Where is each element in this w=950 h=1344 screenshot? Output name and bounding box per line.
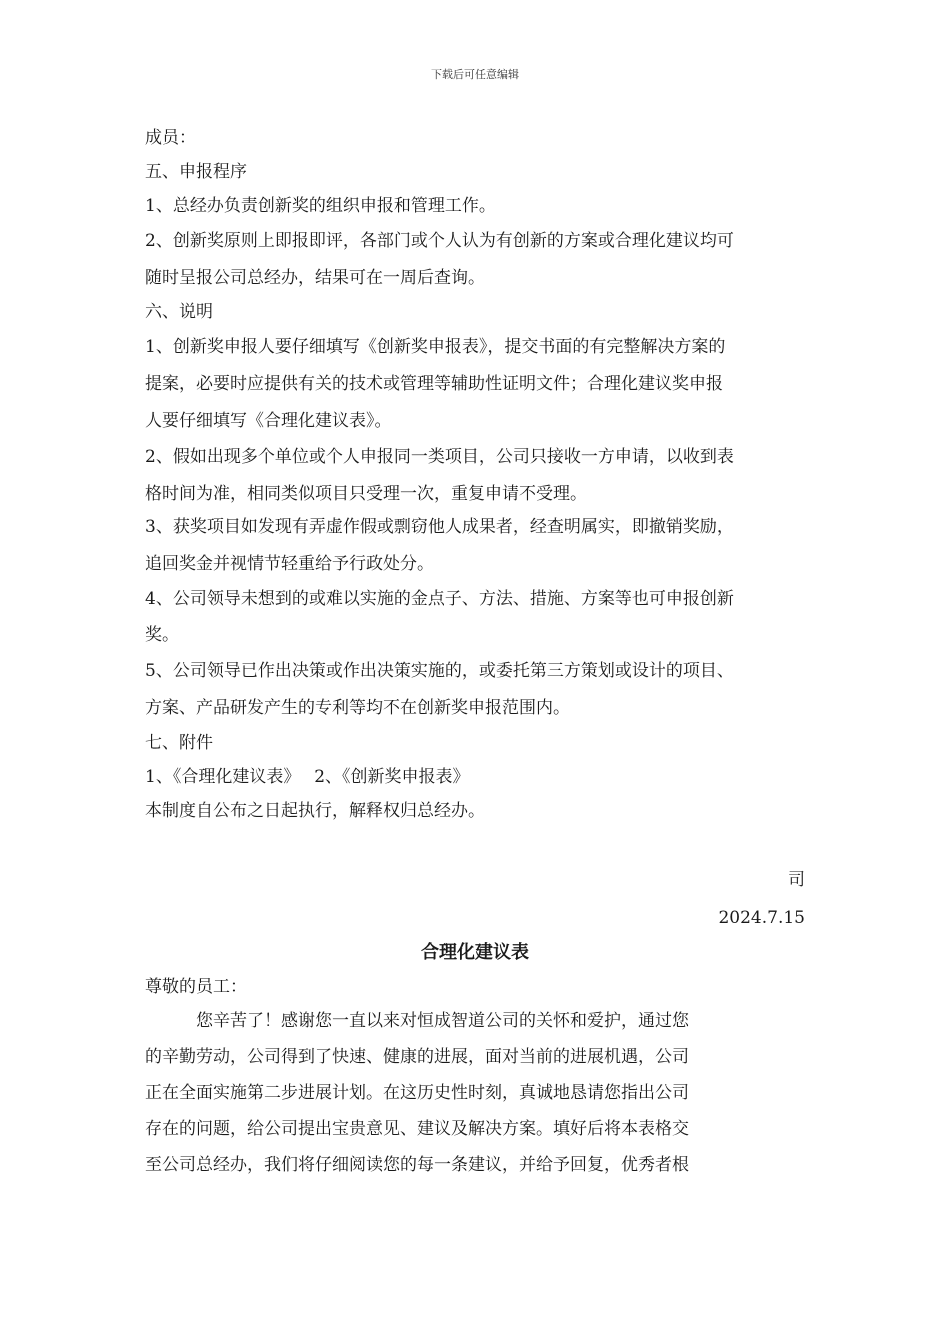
section-heading: 五、申报程序 — [145, 162, 247, 182]
paragraph-line: 方案、产品研发产生的专利等均不在创新奖申报范围内。 — [145, 698, 570, 718]
paragraph-line: 奖。 — [145, 625, 179, 645]
letter-line: 您辛苦了！感谢您一直以来对恒成智道公司的关怀和爱护，通过您 — [145, 1011, 689, 1031]
letter-line: 正在全面实施第二步进展计划。在这历史性时刻，真诚地恳请您指出公司 — [145, 1083, 689, 1103]
letter-line: 的辛勤劳动，公司得到了快速、健康的进展，面对当前的进展机遇，公司 — [145, 1047, 689, 1067]
closing-line: 本制度自公布之日起执行，解释权归总经办。 — [145, 801, 485, 821]
paragraph-line: 2、创新奖原则上即报即评，各部门或个人认为有创新的方案或合理化建议均可 — [145, 231, 734, 251]
section-heading: 七、附件 — [145, 733, 213, 753]
paragraph-line: 5、公司领导已作出决策或作出决策实施的，或委托第三方策划或设计的项目、 — [145, 661, 734, 681]
page-header: 下载后可任意编辑 — [431, 68, 519, 81]
paragraph-line: 4、公司领导未想到的或难以实施的金点子、方法、措施、方案等也可申报创新 — [145, 589, 734, 609]
signature-date: 2024.7.15 — [718, 908, 805, 928]
signature-company: 司 — [788, 870, 805, 890]
letter-line: 存在的问题，给公司提出宝贵意见、建议及解决方案。填好后将本表格交 — [145, 1119, 689, 1139]
paragraph-line: 格时间为准，相同类似项目只受理一次，重复申请不受理。 — [145, 484, 587, 504]
paragraph-line: 提案，必要时应提供有关的技术或管理等辅助性证明文件；合理化建议奖申报 — [145, 374, 723, 394]
paragraph-line: 追回奖金并视情节轻重给予行政处分。 — [145, 554, 434, 574]
paragraph-line: 1、总经办负责创新奖的组织申报和管理工作。 — [145, 196, 496, 216]
members-line: 成员： — [145, 128, 196, 148]
salutation: 尊敬的员工： — [145, 977, 247, 997]
paragraph-line: 2、假如出现多个单位或个人申报同一类项目，公司只接收一方申请，以收到表 — [145, 447, 734, 467]
attachments-line: 1、《合理化建议表》 2、《创新奖申报表》 — [145, 767, 470, 787]
letter-line: 至公司总经办，我们将仔细阅读您的每一条建议，并给予回复，优秀者根 — [145, 1155, 689, 1175]
paragraph-line: 随时呈报公司总经办，结果可在一周后查询。 — [145, 268, 485, 288]
form-title: 合理化建议表 — [421, 942, 529, 963]
paragraph-line: 1、创新奖申报人要仔细填写《创新奖申报表》，提交书面的有完整解决方案的 — [145, 337, 726, 357]
section-heading: 六、说明 — [145, 302, 213, 322]
paragraph-line: 人要仔细填写《合理化建议表》。 — [145, 411, 392, 431]
paragraph-line: 3、获奖项目如发现有弄虚作假或剽窃他人成果者，经查明属实，即撤销奖励， — [145, 517, 734, 537]
